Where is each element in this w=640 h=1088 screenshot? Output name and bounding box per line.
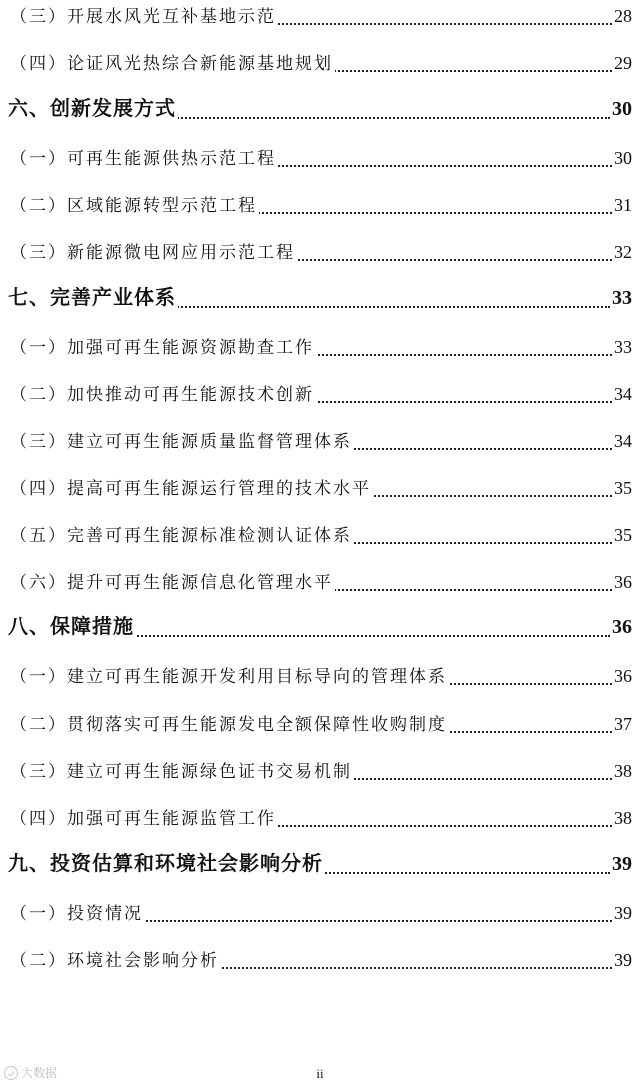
toc-chapter-page: 39 [612,853,632,875]
toc-entry [0,662,640,692]
toc-entry [0,757,640,787]
toc-entry-title: （三）建立可再生能源质量监督管理体系 [10,427,354,452]
toc-entry-title: （一）加强可再生能源资源勘查工作 [10,333,316,358]
toc-entry-title: （二）环境社会影响分析 [10,946,221,971]
toc-entry-title: （三）新能源微电网应用示范工程 [10,238,297,263]
toc-chapter-title: 八、保障措施 [8,610,136,639]
toc-entry [0,474,640,504]
toc-chapter-entry [0,96,640,126]
toc-entry-title: （四）加强可再生能源监管工作 [10,804,278,829]
toc-entry-title: （三）建立可再生能源绿色证书交易机制 [10,757,354,782]
toc-entry-page: 34 [614,384,632,404]
toc-entry-page: 33 [614,337,632,357]
toc-chapter-page: 33 [612,287,632,309]
toc-entry-title: （五）完善可再生能源标准检测认证体系 [10,521,354,546]
toc-entry [0,333,640,363]
toc-entry [0,49,640,79]
toc-chapter-entry [0,614,640,644]
toc-chapter-title: 六、创新发展方式 [8,92,178,121]
toc-chapter-page: 36 [612,616,632,638]
toc-entry-page: 37 [614,714,632,734]
toc-entry-page: 34 [614,431,632,451]
footer-page-number: ii [316,1066,324,1081]
toc-entry [0,804,640,834]
toc-entry-page: 39 [614,903,632,923]
toc-entry-page: 36 [614,666,632,686]
toc-entry [0,238,640,268]
toc-entry [0,568,640,598]
toc-entry-title: （一）投资情况 [10,899,145,924]
toc-entry [0,427,640,457]
toc-entry [0,946,640,976]
toc-entry-title: （三）开展水风光互补基地示范 [10,2,278,27]
toc-chapter-title: 九、投资估算和环境社会影响分析 [8,847,325,876]
toc-chapter-page: 30 [612,98,632,120]
toc-entry [0,191,640,221]
toc-entry-title: （二）贯彻落实可再生能源发电全额保障性收购制度 [10,710,449,735]
toc-entry-title: （一）可再生能源供热示范工程 [10,144,278,169]
toc-entry-page: 31 [614,195,632,215]
toc-entry [0,144,640,174]
toc-entry-page: 32 [614,242,632,262]
toc-chapter-entry [0,851,640,881]
toc-entry [0,380,640,410]
toc-entry-page: 28 [614,6,632,26]
toc-entry-page: 38 [614,808,632,828]
toc-entry-page: 35 [614,525,632,545]
toc-chapter-title: 七、完善产业体系 [8,281,178,310]
toc-entry-page: 36 [614,572,632,592]
toc-chapter-entry [0,285,640,315]
toc-entry-page: 39 [614,950,632,970]
toc-entry-title: （一）建立可再生能源开发利用目标导向的管理体系 [10,662,449,687]
toc-entry-page: 29 [614,53,632,73]
toc-entry [0,521,640,551]
toc-entry-title: （二）加快推动可再生能源技术创新 [10,380,316,405]
watermark-text: 大数据 [21,1066,58,1080]
toc-entry [0,710,640,740]
toc-entry-page: 35 [614,478,632,498]
toc-entry-title: （四）论证风光热综合新能源基地规划 [10,49,335,74]
toc-entry [0,899,640,929]
toc-entry-title: （六）提升可再生能源信息化管理水平 [10,568,335,593]
toc-entry-page: 30 [614,148,632,168]
toc-entry [0,2,640,32]
toc-entry-title: （二）区域能源转型示范工程 [10,191,259,216]
toc-entry-title: （四）提高可再生能源运行管理的技术水平 [10,474,373,499]
toc-entry-page: 38 [614,761,632,781]
